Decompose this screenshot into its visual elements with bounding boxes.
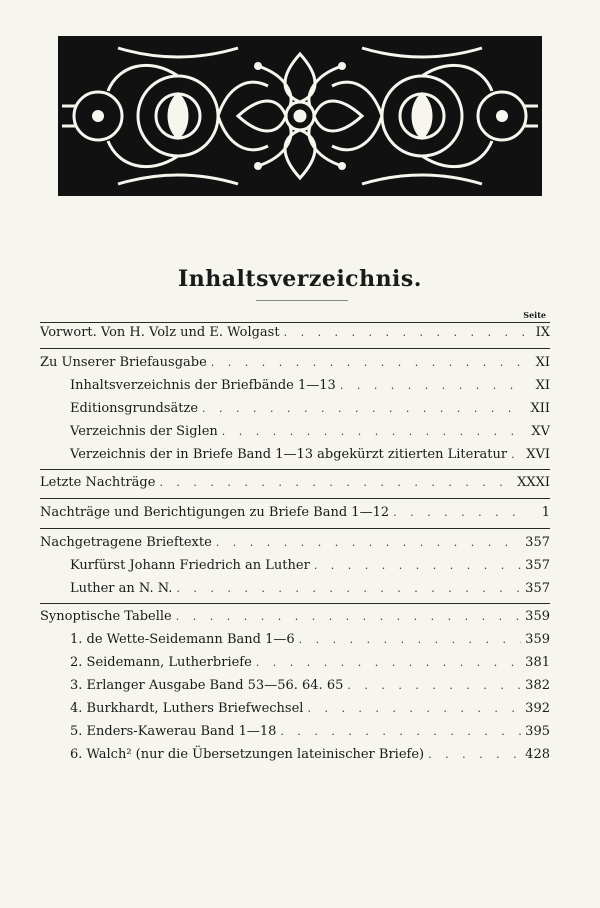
page-column-header: Seite: [523, 310, 546, 320]
leader-dots: [176, 579, 521, 599]
leader-dots: [299, 630, 522, 650]
toc-entry: [70, 579, 550, 599]
leader-dots: [280, 722, 521, 742]
toc-entry: [70, 630, 550, 650]
toc-entry: [70, 422, 550, 442]
toc-entry-label: Synoptische Tabelle: [40, 609, 172, 624]
ornament-icon: [58, 36, 542, 196]
toc-entry-page: 392: [525, 701, 550, 716]
leader-dots: [340, 376, 526, 396]
toc-entry-label: Zu Unserer Briefausgabe: [40, 355, 207, 370]
leader-dots: [393, 503, 526, 523]
leader-dots: [216, 533, 521, 553]
leader-dots: [202, 399, 526, 419]
toc-entry: [40, 473, 550, 493]
toc-entry-page: 357: [525, 558, 550, 573]
toc-entry: [70, 676, 550, 696]
toc-entry-label: 3. Erlanger Ausgabe Band 53—56. 64. 65: [70, 678, 344, 693]
toc-entry-label: Vorwort. Von H. Volz und E. Wolgast: [40, 325, 280, 340]
toc-entry: [70, 556, 550, 576]
leader-dots: [347, 676, 521, 696]
toc-entry: [40, 607, 550, 627]
toc-entry-label: 4. Burkhardt, Luthers Briefwechsel: [70, 701, 304, 716]
toc-entry-page: 428: [525, 747, 550, 762]
toc-entry-page: 357: [525, 535, 550, 550]
toc-entry-page: 359: [525, 609, 550, 624]
toc-entry-page: XII: [530, 401, 550, 416]
toc-entry-label: Luther an N. N.: [70, 581, 173, 596]
title-underline: [256, 300, 348, 301]
toc-entry-page: IX: [535, 325, 550, 340]
leader-dots: [211, 353, 526, 373]
toc-entry: [70, 745, 550, 765]
toc-entry: [70, 445, 550, 465]
divider: [40, 603, 550, 604]
toc-entry-label: Nachträge und Berichtigungen zu Briefe Band 1—12: [40, 505, 390, 520]
leader-dots: [176, 607, 521, 627]
toc-entry: [40, 503, 550, 523]
toc-entry-page: XV: [531, 424, 550, 439]
toc-entry: [70, 653, 550, 673]
leader-dots: [284, 323, 526, 343]
leader-dots: [314, 556, 521, 576]
leader-dots: [307, 699, 521, 719]
toc-entry: [40, 533, 550, 553]
toc-entry-page: 1: [541, 505, 550, 520]
toc-entry-page: 381: [525, 655, 550, 670]
toc-entry: [70, 722, 550, 742]
toc-entry-label: 1. de Wette-Seidemann Band 1—6: [70, 632, 295, 647]
leader-dots: [159, 473, 513, 493]
toc-entry-label: Verzeichnis der in Briefe Band 1—13 abgekürzt zitierten Literatur: [70, 447, 508, 462]
toc-entry-label: Letzte Nachträge: [40, 475, 156, 490]
toc-entry-page: 395: [525, 724, 550, 739]
divider: [40, 528, 550, 529]
leader-dots: [256, 653, 521, 673]
toc-entry-page: XVI: [526, 447, 550, 462]
toc-entry-page: XXXI: [517, 475, 550, 490]
toc-entry-page: XI: [535, 355, 550, 370]
toc-entry-page: 359: [525, 632, 550, 647]
toc-entry: [70, 376, 550, 396]
toc-entry-label: Editionsgrundsätze: [70, 401, 199, 416]
toc-entry: [70, 699, 550, 719]
toc-entry-label: 6. Walch² (nur die Übersetzungen lateinischer Briefe): [70, 747, 425, 762]
leader-dots: [428, 745, 521, 765]
divider: [40, 498, 550, 499]
toc-entry-label: Verzeichnis der Siglen: [70, 424, 218, 439]
toc-entry-page: 357: [525, 581, 550, 596]
toc-entry-label: 2. Seidemann, Lutherbriefe: [70, 655, 252, 670]
toc-entry-label: Nachgetragene Brieftexte: [40, 535, 212, 550]
divider: [40, 469, 550, 470]
divider: [40, 348, 550, 349]
toc-entry: [70, 399, 550, 419]
page-title: Inhaltsverzeichnis.: [178, 266, 422, 292]
toc-entry-label: 5. Enders-Kawerau Band 1—18: [70, 724, 277, 739]
toc-entry-label: Inhaltsverzeichnis der Briefbände 1—13: [70, 378, 336, 393]
leader-dots: [511, 445, 522, 465]
toc-entry: [40, 323, 550, 343]
toc-entry-label: Kurfürst Johann Friedrich an Luther: [70, 558, 310, 573]
toc-entry: [40, 353, 550, 373]
leader-dots: [222, 422, 526, 442]
toc-entry-page: 382: [525, 678, 550, 693]
toc-entry-page: XI: [535, 378, 550, 393]
